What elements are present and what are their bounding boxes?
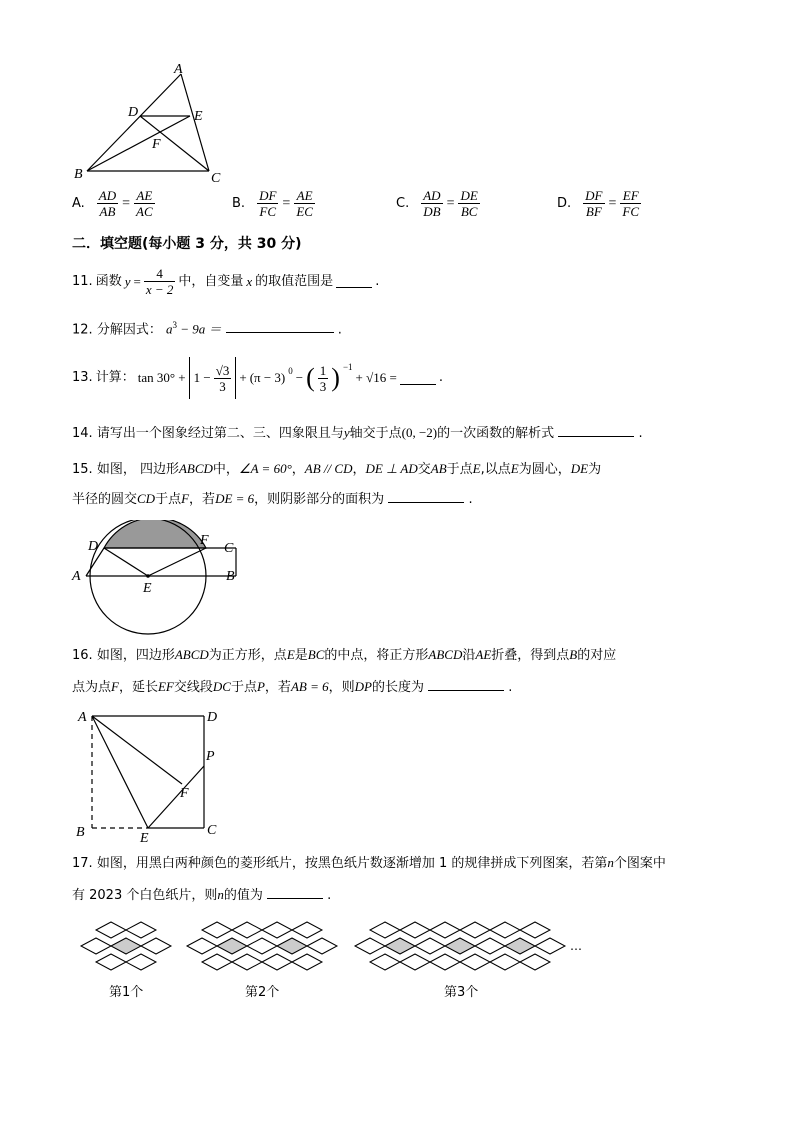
white-piece (126, 922, 156, 938)
white-piece (202, 922, 232, 938)
question-15-line-2: 半径的圆交CD于点F，若DE = 6，则阴影部分的面积为 . (72, 491, 473, 507)
white-piece (232, 954, 262, 970)
label-B: B (226, 569, 235, 584)
question-13: 13. 计算： tan 30° + 1 − $\frac{√3}{3}$ + (π − 3) $^0$ − ( $\frac{1}{3}$ ) $^{-1}$ + √16 = . (72, 356, 443, 400)
question-12: 12. 分解因式： $a^3 - 9a$ ＝ . (72, 320, 342, 338)
label-F: F (152, 137, 161, 152)
white-piece (96, 922, 126, 938)
white-piece (400, 922, 430, 938)
caption-1: 第1个 (109, 985, 144, 1000)
white-piece (141, 938, 171, 954)
answer-blank-15[interactable] (388, 490, 464, 503)
circle-figure (66, 520, 246, 640)
question-16-line-1: 16. 如图，四边形ABCD为正方形，点E是BC的中点，将正方形ABCD沿AE折叠，得到点B的对应 (72, 647, 617, 663)
label-D: D (88, 539, 99, 554)
white-piece (430, 954, 460, 970)
white-piece (520, 954, 550, 970)
label-F: F (180, 786, 189, 801)
black-piece (217, 938, 247, 954)
caption-3: 第3个 (444, 985, 479, 1000)
white-piece (400, 954, 430, 970)
white-piece (262, 954, 292, 970)
white-piece (460, 922, 490, 938)
answer-blank-14[interactable] (558, 424, 634, 437)
question-16-line-2: 点为点F，延长EF交线段DC于点P，若AB = 6，则DP的长度为 . (72, 679, 513, 695)
white-piece (490, 922, 520, 938)
answer-blank-11[interactable] (336, 275, 372, 288)
white-piece (430, 922, 460, 938)
white-piece (232, 922, 262, 938)
label-A: A (174, 62, 183, 77)
ellipsis: … (570, 939, 582, 953)
white-piece (292, 922, 322, 938)
square-figure (70, 704, 230, 844)
shaded-segment (104, 520, 206, 548)
option-a[interactable]: A. $\frac{AD}{AB}$ = $\frac{AE}{AC}$ (72, 188, 153, 219)
option-d[interactable]: D. $\frac{DF}{BF}$ = $\frac{EF}{FC}$ (557, 188, 640, 219)
black-piece (505, 938, 535, 954)
label-A: A (72, 569, 81, 584)
answer-blank-12[interactable] (226, 320, 334, 333)
black-piece (277, 938, 307, 954)
label-B: B (74, 167, 83, 182)
label-E: E (194, 109, 203, 124)
white-piece (370, 954, 400, 970)
white-piece (262, 922, 292, 938)
label-D: D (128, 105, 139, 120)
caption-2: 第2个 (245, 985, 280, 1000)
black-piece (445, 938, 475, 954)
section-title: 二．填空题(每小题 3 分，共 30 分) (72, 236, 302, 252)
label-E: E (143, 581, 152, 596)
pattern-figure (76, 918, 596, 978)
triangle-figure (70, 58, 230, 188)
question-11: 11. 函数 y = $\frac{4}{x - 2}$ 中，自变量 x 的取值范围是 . (72, 266, 380, 297)
white-piece (307, 938, 337, 954)
white-piece (370, 922, 400, 938)
white-piece (126, 954, 156, 970)
label-E: E (140, 831, 149, 844)
white-piece (81, 938, 111, 954)
question-17-line-2: 有 2023 个白色纸片，则n的值为 . (72, 887, 332, 903)
label-B: B (76, 825, 85, 840)
label-C: C (207, 823, 217, 838)
white-piece (187, 938, 217, 954)
white-piece (247, 938, 277, 954)
white-piece (355, 938, 385, 954)
white-piece (460, 954, 490, 970)
white-piece (96, 954, 126, 970)
label-F: F (200, 533, 209, 548)
label-C: C (211, 171, 221, 186)
black-piece (385, 938, 415, 954)
option-c[interactable]: C. $\frac{AD}{DB}$ = $\frac{DE}{BC}$ (396, 188, 478, 219)
answer-blank-13[interactable] (400, 372, 436, 385)
answer-blank-17[interactable] (267, 886, 323, 899)
question-15-line-1: 15. 如图， 四边形ABCD中，∠A = 60°，AB // CD，DE ⊥ AD交AB于点E,以点E为圆心，DE为 (72, 461, 602, 477)
label-D: D (207, 710, 218, 725)
label-A: A (78, 710, 87, 725)
white-piece (202, 954, 232, 970)
white-piece (535, 938, 565, 954)
white-piece (475, 938, 505, 954)
white-piece (490, 954, 520, 970)
white-piece (520, 922, 550, 938)
black-piece (111, 938, 141, 954)
answer-blank-16[interactable] (428, 678, 504, 691)
label-P: P (206, 749, 215, 764)
option-b[interactable]: B. $\frac{DF}{FC}$ = $\frac{AE}{EC}$ (232, 188, 313, 219)
question-17-line-1: 17. 如图，用黑白两种颜色的菱形纸片，按黑色纸片数逐渐增加 1 的规律拼成下列图案，若第n个图案中 (72, 855, 666, 871)
white-piece (292, 954, 322, 970)
label-C: C (224, 541, 234, 556)
white-piece (415, 938, 445, 954)
question-14: 14. 请写出一个图象经过第二、三、四象限且与y轴交于点(0, −2)的一次函数的解析式 . (72, 425, 643, 441)
